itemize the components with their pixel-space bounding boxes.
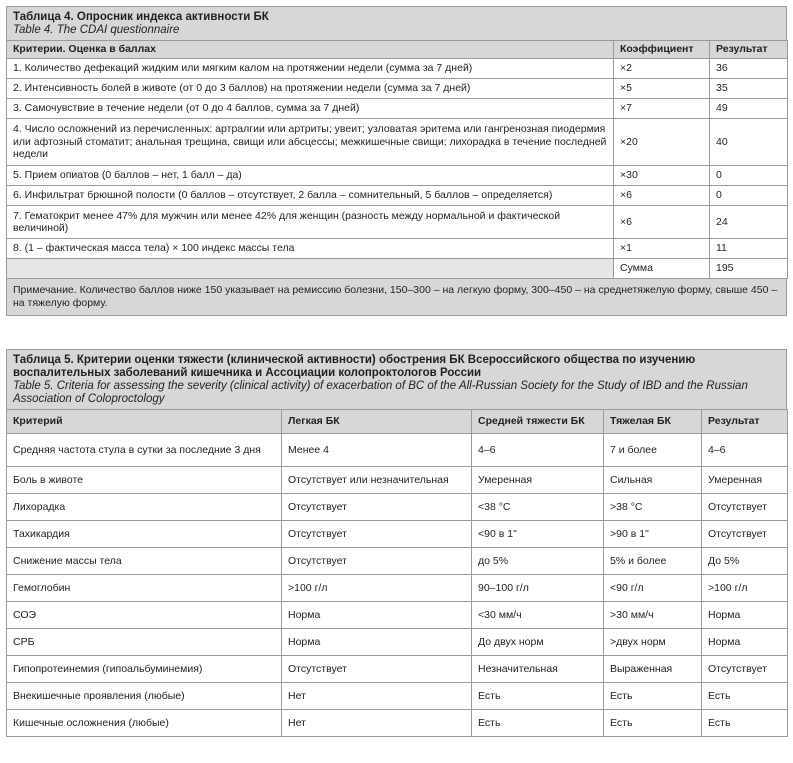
table5-header-result: Результат — [702, 410, 788, 434]
table-row — [7, 119, 788, 166]
cdai-criterion: 4. Число осложнений из перечисленных: артралгии или артриты; увеит; узловатая эритема или гангренозная пиодермия или афтозный стоматит; анальная трещина, свищи или абсцессы; межкишечные свищи; лихорадка в течение последней недели — [7, 119, 614, 166]
table-row — [7, 79, 788, 99]
table4-header-row — [7, 41, 788, 59]
result-cell: >100 г/л — [702, 575, 788, 602]
cdai-criterion: 8. (1 – фактическая масса тела) × 100 индекс массы тела — [7, 239, 614, 259]
cdai-criterion: 2. Интенсивность болей в животе (от 0 до 3 баллов) на протяжении недели (сумма за 7 дней) — [7, 79, 614, 99]
result-cell: Норма — [702, 602, 788, 629]
severe-cell: Сильная — [604, 467, 702, 494]
result-cell: Есть — [702, 710, 788, 737]
table4-subtitle: Table 4. The CDAI questionnaire — [13, 24, 180, 36]
criterion-cell: Гипопротеинемия (гипоальбуминемия) — [7, 656, 282, 683]
table5-header-mild: Легкая БК — [282, 410, 472, 434]
result-cell: Умеренная — [702, 467, 788, 494]
cdai-result: 24 — [710, 206, 788, 239]
table4-note: Примечание. Количество баллов ниже 150 указывает на ремиссию болезни, 150–300 – на легкую форму, 300–450 – на среднетяжелую форму, свыше 450 – на тяжелую форму. — [6, 279, 787, 316]
cdai-coefficient: ×2 — [614, 59, 710, 79]
table-row — [7, 59, 788, 79]
table-row — [7, 434, 788, 467]
sum-value: 195 — [710, 259, 788, 279]
table4-caption — [6, 6, 787, 40]
table4-sum-row — [7, 259, 788, 279]
table-row — [7, 186, 788, 206]
cdai-criterion: 3. Самочувствие в течение недели (от 0 до 4 баллов, сумма за 7 дней) — [7, 99, 614, 119]
severe-cell: Выраженная — [604, 656, 702, 683]
severe-cell: 7 и более — [604, 434, 702, 467]
table-row — [7, 467, 788, 494]
moderate-cell: <38 °С — [472, 494, 604, 521]
cdai-coefficient: ×20 — [614, 119, 710, 166]
criterion-cell: Средняя частота стула в сутки за последние 3 дня — [7, 434, 282, 467]
table-row — [7, 521, 788, 548]
table-row — [7, 548, 788, 575]
table5-header-row — [7, 410, 788, 434]
mild-cell: Нет — [282, 683, 472, 710]
cdai-result: 0 — [710, 166, 788, 186]
cdai-criterion: 7. Гематокрит менее 47% для мужчин или менее 42% для женщин (разность между нормальной и фактической величиной) — [7, 206, 614, 239]
criterion-cell: СОЭ — [7, 602, 282, 629]
criterion-cell: Внекишечные проявления (любые) — [7, 683, 282, 710]
result-cell: 4–6 — [702, 434, 788, 467]
cdai-coefficient: ×30 — [614, 166, 710, 186]
table4 — [6, 40, 788, 279]
table-row — [7, 166, 788, 186]
table5-subtitle: Table 5. Criteria for assessing the severity (clinical activity) of exacerbation of BC of the All-Russian Society for the Study of IBD and the Russian Association of Coloproctology — [13, 380, 748, 405]
table5-block — [6, 349, 787, 737]
table-row — [7, 575, 788, 602]
criterion-cell: СРБ — [7, 629, 282, 656]
cdai-coefficient: ×1 — [614, 239, 710, 259]
criterion-cell: Лихорадка — [7, 494, 282, 521]
cdai-coefficient: ×6 — [614, 186, 710, 206]
table-row — [7, 239, 788, 259]
mild-cell: >100 г/л — [282, 575, 472, 602]
result-cell: Отсутствует — [702, 521, 788, 548]
table5-header-severe: Тяжелая БК — [604, 410, 702, 434]
table-row — [7, 99, 788, 119]
severe-cell: 5% и более — [604, 548, 702, 575]
result-cell: До 5% — [702, 548, 788, 575]
cdai-result: 49 — [710, 99, 788, 119]
table-row — [7, 710, 788, 737]
sum-label: Сумма — [614, 259, 710, 279]
moderate-cell: Есть — [472, 710, 604, 737]
table-row — [7, 494, 788, 521]
table5 — [6, 409, 788, 737]
table-row — [7, 206, 788, 239]
mild-cell: Норма — [282, 629, 472, 656]
severe-cell: >двух норм — [604, 629, 702, 656]
moderate-cell: <90 в 1" — [472, 521, 604, 548]
cdai-coefficient: ×7 — [614, 99, 710, 119]
moderate-cell: <30 мм/ч — [472, 602, 604, 629]
mild-cell: Норма — [282, 602, 472, 629]
table5-header-moderate: Средней тяжести БК — [472, 410, 604, 434]
severe-cell: Есть — [604, 710, 702, 737]
severe-cell: >90 в 1" — [604, 521, 702, 548]
moderate-cell: 90–100 г/л — [472, 575, 604, 602]
severe-cell: <90 г/л — [604, 575, 702, 602]
result-cell: Норма — [702, 629, 788, 656]
criterion-cell: Гемоглобин — [7, 575, 282, 602]
moderate-cell: Незначительная — [472, 656, 604, 683]
moderate-cell: До двух норм — [472, 629, 604, 656]
severe-cell: >38 °С — [604, 494, 702, 521]
table-row — [7, 656, 788, 683]
moderate-cell: до 5% — [472, 548, 604, 575]
moderate-cell: Умеренная — [472, 467, 604, 494]
cdai-result: 36 — [710, 59, 788, 79]
result-cell: Отсутствует — [702, 494, 788, 521]
table4-title: Таблица 4. Опросник индекса активности БК — [13, 11, 269, 23]
sum-spacer-cell — [7, 259, 614, 279]
cdai-result: 11 — [710, 239, 788, 259]
table5-caption — [6, 349, 787, 409]
cdai-result: 35 — [710, 79, 788, 99]
criterion-cell: Снижение массы тела — [7, 548, 282, 575]
cdai-criterion: 5. Прием опиатов (0 баллов – нет, 1 балл – да) — [7, 166, 614, 186]
cdai-criterion: 1. Количество дефекаций жидким или мягким калом на протяжении недели (сумма за 7 дней) — [7, 59, 614, 79]
mild-cell: Отсутствует — [282, 494, 472, 521]
criterion-cell: Боль в животе — [7, 467, 282, 494]
cdai-result: 40 — [710, 119, 788, 166]
moderate-cell: Есть — [472, 683, 604, 710]
table4-header-result: Результат — [710, 41, 788, 59]
criterion-cell: Тахикардия — [7, 521, 282, 548]
cdai-coefficient: ×6 — [614, 206, 710, 239]
table5-header-criterion: Критерий — [7, 410, 282, 434]
cdai-result: 0 — [710, 186, 788, 206]
table-row — [7, 629, 788, 656]
table-row — [7, 602, 788, 629]
result-cell: Отсутствует — [702, 656, 788, 683]
table4-header-criteria: Критерии. Оценка в баллах — [7, 41, 614, 59]
mild-cell: Нет — [282, 710, 472, 737]
mild-cell: Отсутствует — [282, 521, 472, 548]
cdai-criterion: 6. Инфильтрат брюшной полости (0 баллов – отсутствует, 2 балла – сомнительный, 5 баллов – определяется) — [7, 186, 614, 206]
criterion-cell: Кишечные осложнения (любые) — [7, 710, 282, 737]
mild-cell: Отсутствует — [282, 548, 472, 575]
table-row — [7, 683, 788, 710]
table5-title: Таблица 5. Критерии оценки тяжести (клинической активности) обострения БК Всероссийского общества по изучению воспалительных заболеваний кишечника и Ассоциации колопроктологов России — [13, 354, 696, 379]
mild-cell: Отсутствует — [282, 656, 472, 683]
table4-header-coefficient: Коэффициент — [614, 41, 710, 59]
moderate-cell: 4–6 — [472, 434, 604, 467]
cdai-coefficient: ×5 — [614, 79, 710, 99]
result-cell: Есть — [702, 683, 788, 710]
mild-cell: Менее 4 — [282, 434, 472, 467]
mild-cell: Отсутствует или незначительная — [282, 467, 472, 494]
severe-cell: Есть — [604, 683, 702, 710]
severe-cell: >30 мм/ч — [604, 602, 702, 629]
table4-block — [6, 6, 787, 316]
